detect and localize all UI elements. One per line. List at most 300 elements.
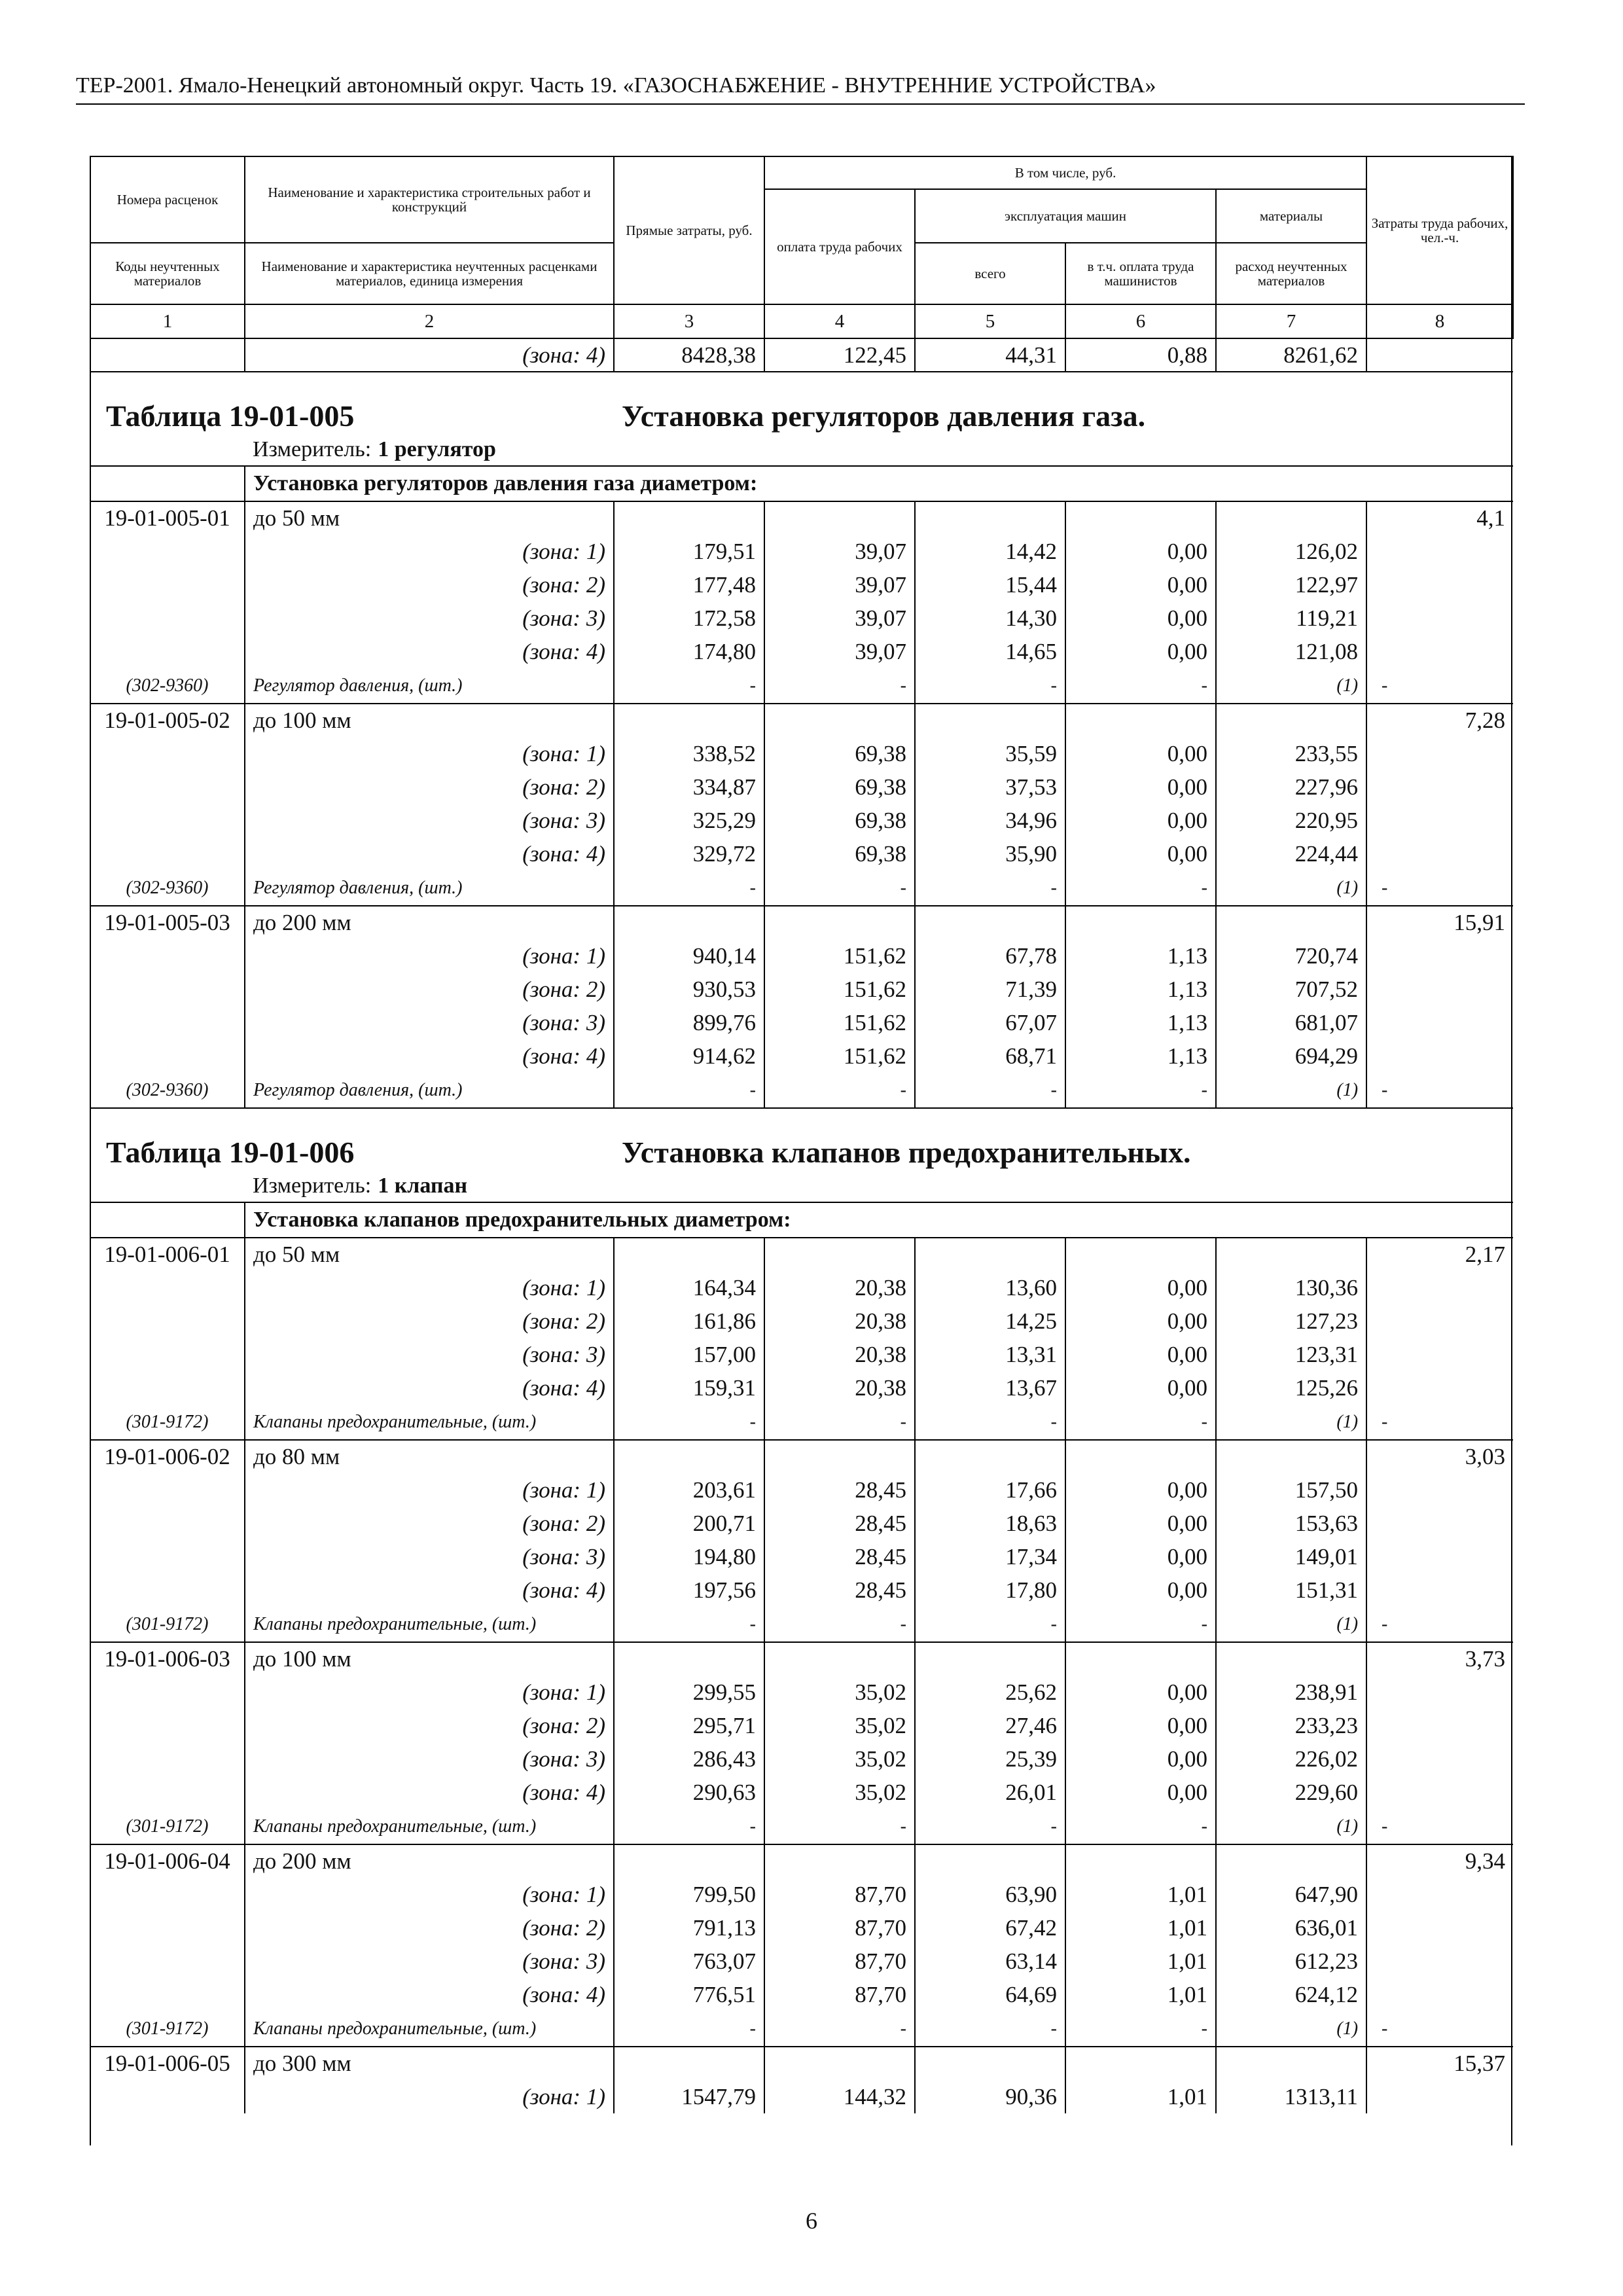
zone-row [90,1742,1513,1776]
material-row [90,1809,1513,1844]
meter-cell [245,437,1513,466]
empty-cell [1065,501,1216,535]
rate-row [90,1238,1513,1271]
empty-cell [915,2047,1065,2080]
empty-cell [90,1676,245,1709]
direct-costs: 776,51 [614,1978,764,2011]
machinist-wages: 0,00 [1065,1473,1216,1507]
rate-code: 19-01-005-03 [90,906,245,939]
group-heading-row [90,466,1513,501]
table-title: Установка регуляторов давления газа. [614,372,1513,437]
worker-wages: 20,38 [764,1271,915,1304]
material-dash: - [764,1073,915,1108]
rate-code: 19-01-006-04 [90,1844,245,1878]
carry-machinist: 0,88 [1065,338,1216,372]
zone-label: (зона: 4) [245,1776,614,1809]
empty-cell [764,1844,915,1878]
worker-wages: 35,02 [764,1676,915,1709]
empty-cell [1366,1911,1513,1945]
material-dash: - [614,2011,764,2047]
machinist-wages: 0,00 [1065,804,1216,837]
machines-total: 67,42 [915,1911,1065,1945]
header-machinist-wages: в т.ч. оплата труда машинистов [1065,243,1216,304]
empty-cell [1366,939,1513,973]
table-header [90,156,1513,304]
labor-cost: 3,03 [1366,1440,1513,1473]
material-quantity: (1) [1216,1809,1366,1844]
machinist-wages: 0,00 [1065,568,1216,601]
zone-row [90,939,1513,973]
material-dash: - [915,1073,1065,1108]
column-index: 7 [1216,304,1366,338]
material-row [90,668,1513,704]
materials-cost: 233,55 [1216,737,1366,770]
zone-row [90,770,1513,804]
zone-row [90,601,1513,635]
direct-costs: 290,63 [614,1776,764,1809]
zone-label: (зона: 1) [245,1676,614,1709]
empty-cell [90,535,245,568]
material-dash: - [614,1073,764,1108]
carry-wages: 122,45 [764,338,915,372]
rate-row [90,2047,1513,2080]
machinist-wages: 0,00 [1065,1304,1216,1338]
machinist-wages: 1,01 [1065,1978,1216,2011]
empty-cell [1216,906,1366,939]
direct-costs: 286,43 [614,1742,764,1776]
machines-total: 17,80 [915,1573,1065,1607]
machinist-wages: 0,00 [1065,1676,1216,1709]
empty-cell [1216,2047,1366,2080]
machines-total: 14,25 [915,1304,1065,1338]
material-quantity: (1) [1216,1607,1366,1642]
material-code: (301-9172) [90,1405,245,1440]
machines-total: 71,39 [915,973,1065,1006]
zone-row [90,1304,1513,1338]
column-index: 2 [245,304,614,338]
page-number: 6 [806,2208,817,2234]
machinist-wages: 0,00 [1065,1371,1216,1405]
empty-cell [90,1878,245,1911]
zone-row [90,1978,1513,2011]
material-dash: - [1065,1405,1216,1440]
worker-wages: 35,02 [764,1742,915,1776]
empty-cell [90,837,245,870]
empty-cell [90,973,245,1006]
material-dash: - [764,870,915,906]
empty-cell [1366,2080,1513,2113]
zone-label: (зона: 3) [245,1540,614,1573]
table-number: Таблица 19-01-005 [90,372,614,437]
material-dash: - [764,1809,915,1844]
materials-cost: 224,44 [1216,837,1366,870]
machines-total: 34,96 [915,804,1065,837]
materials-cost: 130,36 [1216,1271,1366,1304]
empty-cell [764,1238,915,1271]
machines-total: 13,60 [915,1271,1065,1304]
table-number: Таблица 19-01-006 [90,1108,614,1174]
table-title-row [90,1108,1513,1174]
zone-label: (зона: 4) [245,1573,614,1607]
zone-label: (зона: 2) [245,1507,614,1540]
zone-label: (зона: 1) [245,939,614,973]
empty-cell [1065,2047,1216,2080]
meter-label: Измеритель: [253,1174,372,1198]
empty-cell [1065,704,1216,737]
column-index: 3 [614,304,764,338]
column-index: 8 [1366,304,1513,338]
materials-cost: 153,63 [1216,1507,1366,1540]
material-dash: - [1065,2011,1216,2047]
material-dash: - [915,1809,1065,1844]
empty-cell [90,1776,245,1809]
machinist-wages: 0,00 [1065,1338,1216,1371]
material-dash: - [614,870,764,906]
rate-code: 19-01-006-01 [90,1238,245,1271]
empty-cell [90,1338,245,1371]
machinist-wages: 1,01 [1065,2080,1216,2113]
material-code: (301-9172) [90,2011,245,2047]
empty-cell [90,1945,245,1978]
rate-row [90,501,1513,535]
zone-label: (зона: 3) [245,1006,614,1039]
rate-name: до 100 мм [245,1642,614,1676]
zone-label: (зона: 2) [245,1911,614,1945]
empty-cell [1216,1440,1366,1473]
header-material-codes: Коды неучтенных материалов [90,243,245,304]
carry-code [90,338,245,372]
rate-code: 19-01-006-03 [90,1642,245,1676]
meter-row [90,437,1513,466]
materials-cost: 126,02 [1216,535,1366,568]
empty-cell [1065,1844,1216,1878]
direct-costs: 194,80 [614,1540,764,1573]
zone-label: (зона: 3) [245,804,614,837]
header-machines-total: всего [915,243,1065,304]
group-spacer [90,466,245,501]
zone-label: (зона: 2) [245,1709,614,1742]
empty-cell [1216,1238,1366,1271]
machinist-wages: 0,00 [1065,1507,1216,1540]
machines-total: 37,53 [915,770,1065,804]
empty-cell [764,2047,915,2080]
column-index: 6 [1065,304,1216,338]
price-table [90,156,1514,2113]
empty-cell [1216,704,1366,737]
empty-cell [1065,1238,1216,1271]
zone-label: (зона: 2) [245,973,614,1006]
direct-costs: 791,13 [614,1911,764,1945]
meter-row [90,1174,1513,1202]
material-code: (302-9360) [90,1073,245,1108]
zone-row [90,1338,1513,1371]
zone-row [90,1878,1513,1911]
worker-wages: 28,45 [764,1507,915,1540]
empty-cell [90,635,245,668]
material-dash: - [915,1607,1065,1642]
empty-cell [614,906,764,939]
direct-costs: 334,87 [614,770,764,804]
zone-row [90,2080,1513,2113]
empty-cell [1366,1540,1513,1573]
empty-cell [915,704,1065,737]
empty-cell [1366,1878,1513,1911]
rate-name: до 50 мм [245,1238,614,1271]
material-name: Регулятор давления, (шт.) [245,870,614,906]
direct-costs: 899,76 [614,1006,764,1039]
empty-cell [1366,1742,1513,1776]
material-row [90,870,1513,906]
empty-cell [1216,501,1366,535]
material-name: Регулятор давления, (шт.) [245,668,614,704]
empty-cell [1216,1642,1366,1676]
empty-cell [1366,737,1513,770]
zone-row [90,737,1513,770]
header-material-names: Наименование и характеристика неучтенных расценками материалов, единица измерения [245,243,614,304]
machines-total: 63,90 [915,1878,1065,1911]
direct-costs: 157,00 [614,1338,764,1371]
empty-cell [1366,1473,1513,1507]
materials-cost: 125,26 [1216,1371,1366,1405]
worker-wages: 87,70 [764,1978,915,2011]
machines-total: 63,14 [915,1945,1065,1978]
direct-costs: 174,80 [614,635,764,668]
zone-row [90,568,1513,601]
zone-label: (зона: 4) [245,1978,614,2011]
header-wages: оплата труда рабочих [764,189,915,304]
machinist-wages: 0,00 [1065,601,1216,635]
header-machines: эксплуатация машин [915,189,1216,243]
material-dash: - [764,1405,915,1440]
zone-row [90,1676,1513,1709]
header-labor: Затраты труда рабочих, чел.-ч. [1366,156,1513,304]
page-header: ТЕР-2001. Ямало-Ненецкий автономный округ. Часть 19. «ГАЗОСНАБЖЕНИЕ - ВНУТРЕННИЕ УСТРОЙСТВА» [76,73,1525,105]
direct-costs: 940,14 [614,939,764,973]
carry-materials: 8261,62 [1216,338,1366,372]
materials-cost: 227,96 [1216,770,1366,804]
empty-cell [1366,1338,1513,1371]
material-dash: - [1065,1607,1216,1642]
empty-cell [1366,770,1513,804]
machines-total: 17,34 [915,1540,1065,1573]
empty-cell [1216,1844,1366,1878]
material-dash: - [915,2011,1065,2047]
materials-cost: 151,31 [1216,1573,1366,1607]
zone-row [90,837,1513,870]
empty-cell [90,770,245,804]
zone-label: (зона: 1) [245,1473,614,1507]
direct-costs: 159,31 [614,1371,764,1405]
machinist-wages: 1,13 [1065,973,1216,1006]
worker-wages: 28,45 [764,1540,915,1573]
empty-cell [90,601,245,635]
empty-cell [764,704,915,737]
zone-row [90,804,1513,837]
rate-code: 19-01-005-01 [90,501,245,535]
machinist-wages: 0,00 [1065,1271,1216,1304]
empty-cell [614,704,764,737]
zone-row [90,1371,1513,1405]
empty-cell [90,1709,245,1742]
material-dash: - [915,668,1065,704]
empty-cell [90,1978,245,2011]
empty-cell [90,1573,245,1607]
material-dash: - [1382,2018,1388,2039]
material-code: (302-9360) [90,870,245,906]
rate-row [90,1844,1513,1878]
empty-cell [1366,1371,1513,1405]
direct-costs: 914,62 [614,1039,764,1073]
zone-row [90,1006,1513,1039]
meter-spacer [90,437,245,466]
zone-label: (зона: 2) [245,568,614,601]
material-dash: - [915,870,1065,906]
material-quantity: (1) [1216,1405,1366,1440]
materials-cost: 226,02 [1216,1742,1366,1776]
empty-cell [614,1238,764,1271]
machines-total: 35,59 [915,737,1065,770]
worker-wages: 69,38 [764,770,915,804]
empty-cell [915,1440,1065,1473]
empty-cell [1366,1271,1513,1304]
zone-label: (зона: 4) [245,1039,614,1073]
empty-cell [915,1238,1065,1271]
machines-total: 13,31 [915,1338,1065,1371]
worker-wages: 28,45 [764,1473,915,1507]
material-dash: - [1382,1411,1388,1432]
carry-row [90,338,1513,372]
materials-cost: 647,90 [1216,1878,1366,1911]
direct-costs: 299,55 [614,1676,764,1709]
machinist-wages: 0,00 [1065,535,1216,568]
rate-name: до 80 мм [245,1440,614,1473]
rate-name: до 300 мм [245,2047,614,2080]
direct-costs: 930,53 [614,973,764,1006]
carry-machines: 44,31 [915,338,1065,372]
worker-wages: 35,02 [764,1709,915,1742]
material-row [90,1607,1513,1642]
zone-row [90,1473,1513,1507]
zone-label: (зона: 4) [245,837,614,870]
column-index: 5 [915,304,1065,338]
empty-cell [1366,1573,1513,1607]
empty-cell [614,1642,764,1676]
machines-total: 67,07 [915,1006,1065,1039]
material-name: Клапаны предохранительные, (шт.) [245,1607,614,1642]
header-materials: материалы [1216,189,1366,243]
empty-cell [90,2080,245,2113]
labor-cost: 15,91 [1366,906,1513,939]
material-quantity: (1) [1216,2011,1366,2047]
materials-cost: 636,01 [1216,1911,1366,1945]
carry-labor [1366,338,1513,372]
material-name: Клапаны предохранительные, (шт.) [245,1809,614,1844]
machinist-wages: 0,00 [1065,1776,1216,1809]
direct-costs: 197,56 [614,1573,764,1607]
empty-cell [614,2047,764,2080]
direct-costs: 763,07 [614,1945,764,1978]
materials-cost: 238,91 [1216,1676,1366,1709]
machines-total: 14,65 [915,635,1065,668]
material-name: Клапаны предохранительные, (шт.) [245,1405,614,1440]
empty-cell [90,1742,245,1776]
material-dash: - [764,2011,915,2047]
direct-costs: 161,86 [614,1304,764,1338]
machines-total: 15,44 [915,568,1065,601]
material-quantity: (1) [1216,1073,1366,1108]
materials-cost: 612,23 [1216,1945,1366,1978]
machinist-wages: 1,01 [1065,1911,1216,1945]
direct-costs: 329,72 [614,837,764,870]
material-dash: - [764,668,915,704]
zone-label: (зона: 3) [245,601,614,635]
empty-cell [915,906,1065,939]
zone-label: (зона: 1) [245,1878,614,1911]
meter-spacer [90,1174,245,1202]
rate-code: 19-01-006-05 [90,2047,245,2080]
rate-name: до 200 мм [245,1844,614,1878]
machinist-wages: 0,00 [1065,737,1216,770]
materials-cost: 121,08 [1216,635,1366,668]
material-dash: - [764,1607,915,1642]
zone-label: (зона: 3) [245,1338,614,1371]
materials-cost: 229,60 [1216,1776,1366,1809]
worker-wages: 39,07 [764,635,915,668]
material-dash: - [1065,1073,1216,1108]
material-dash: - [1382,877,1388,898]
materials-cost: 127,23 [1216,1304,1366,1338]
worker-wages: 87,70 [764,1945,915,1978]
meter-cell [245,1174,1513,1202]
machinist-wages: 0,00 [1065,770,1216,804]
material-dash: - [915,1405,1065,1440]
zone-label: (зона: 3) [245,1945,614,1978]
empty-cell [1366,1304,1513,1338]
empty-cell [1065,906,1216,939]
materials-cost: 122,97 [1216,568,1366,601]
zone-row [90,973,1513,1006]
empty-cell [90,804,245,837]
materials-cost: 149,01 [1216,1540,1366,1573]
material-dash: - [614,1607,764,1642]
machinist-wages: 0,00 [1065,1709,1216,1742]
zone-row [90,1540,1513,1573]
worker-wages: 69,38 [764,837,915,870]
worker-wages: 87,70 [764,1878,915,1911]
material-dash: - [614,668,764,704]
labor-cost: 4,1 [1476,505,1506,531]
machines-total: 14,30 [915,601,1065,635]
empty-cell [915,1844,1065,1878]
empty-cell [90,1006,245,1039]
meter-label: Измеритель: [253,437,372,461]
materials-cost: 123,31 [1216,1338,1366,1371]
zone-row [90,1271,1513,1304]
empty-cell [90,1039,245,1073]
direct-costs: 295,71 [614,1709,764,1742]
material-dash: - [1382,1816,1388,1837]
materials-cost: 720,74 [1216,939,1366,973]
direct-costs: 177,48 [614,568,764,601]
header-direct-costs: Прямые затраты, руб. [614,156,764,304]
direct-costs: 203,61 [614,1473,764,1507]
carry-zone: (зона: 4) [245,338,614,372]
labor-cost: 2,17 [1465,1242,1506,1267]
material-dash: - [1382,1613,1388,1634]
labor-cost: 3,73 [1366,1642,1513,1676]
zone-label: (зона: 4) [245,1371,614,1405]
rate-row [90,1642,1513,1676]
